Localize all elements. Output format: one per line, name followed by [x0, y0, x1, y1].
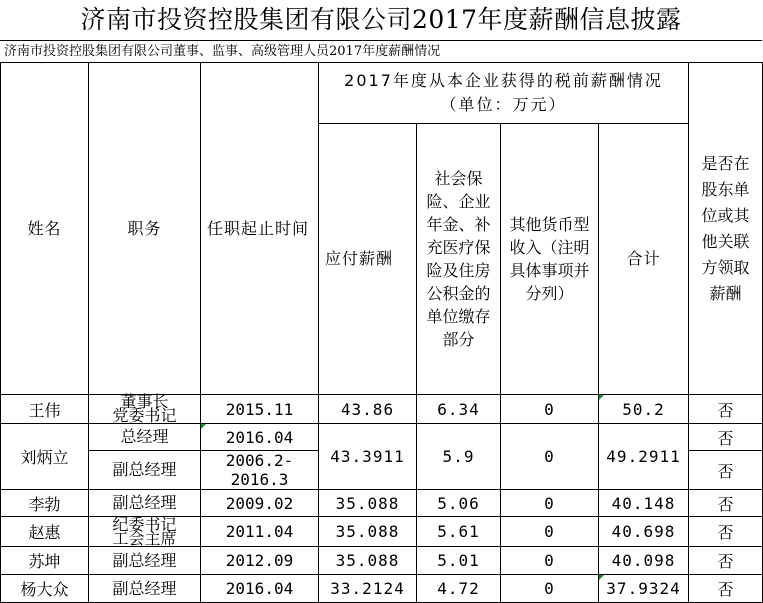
cell-position: 副总经理	[89, 490, 201, 517]
cell-social: 6.34	[417, 395, 501, 424]
header-salary-group: 2017年度从本企业获得的税前薪酬情况 （单位：万元）	[319, 63, 689, 124]
cell-total: 40.698	[599, 517, 689, 547]
cell-name: 李勃	[1, 490, 89, 517]
cell-related: 否	[689, 547, 763, 575]
header-other: 其他货币型收入（注明具体事项并分列）	[501, 124, 599, 395]
cell-term: 2015.11	[201, 395, 319, 424]
cell-related: 否	[689, 575, 763, 603]
position-line: 工会主席	[112, 528, 177, 548]
cell-position	[89, 392, 201, 425]
cell-name: 刘炳立	[1, 424, 89, 490]
cell-other: 0	[501, 490, 599, 517]
cell-related: 否	[689, 490, 763, 517]
cell-related: 否	[689, 395, 763, 424]
cell-social: 5.01	[417, 547, 501, 575]
cell-name: 杨大众	[1, 575, 89, 603]
cell-name: 赵惠	[1, 517, 89, 547]
position-line: 纪委书记	[112, 514, 177, 534]
cell-other: 0	[501, 395, 599, 424]
cell-name: 苏坤	[1, 547, 89, 575]
cell-social: 5.9	[417, 424, 501, 490]
cell-payable: 43.3911	[319, 424, 417, 490]
table-subtitle: 济南市投资控股集团有限公司董事、监事、高级管理人员2017年度薪酬情况	[0, 40, 762, 62]
salary-table	[0, 62, 763, 603]
cell-term: 2012.09	[201, 547, 319, 575]
cell-total: 49.2911	[599, 424, 689, 490]
table-row	[1, 547, 763, 575]
table-row	[1, 395, 763, 424]
cell-social: 5.06	[417, 490, 501, 517]
table-row	[1, 575, 763, 603]
cell-related: 否	[689, 424, 763, 451]
table-row	[1, 490, 763, 517]
page-title: 济南市投资控股集团有限公司2017年度薪酬信息披露	[80, 5, 682, 34]
position-line: 董事长	[120, 392, 169, 411]
cell-social: 5.61	[417, 517, 501, 547]
cell-term: 2006.2-2016.3	[201, 451, 319, 490]
cell-other: 0	[501, 547, 599, 575]
header-name: 姓名	[1, 63, 89, 395]
header-social: 社会保险、企业年金、补充医疗保险及住房公积金的单位缴存部分	[417, 124, 501, 395]
header-term: 任职起止时间	[201, 63, 319, 395]
cell-term: 2009.02	[201, 490, 319, 517]
cell-position: 副总经理	[89, 547, 201, 575]
cell-payable: 35.088	[319, 547, 417, 575]
position-line: 党委书记	[112, 406, 177, 425]
table-row	[1, 424, 763, 451]
cell-other: 0	[501, 517, 599, 547]
cell-term: 2016.04	[201, 575, 319, 603]
cell-payable: 35.088	[319, 517, 417, 547]
cell-position: 副总经理	[89, 575, 201, 603]
cell-position: 总经理	[89, 424, 201, 451]
cell-related: 否	[689, 517, 763, 547]
header-related: 是否在股东单位或其他关联方领取薪酬	[689, 63, 763, 395]
cell-total: 50.2	[599, 395, 689, 424]
cell-other: 0	[501, 575, 599, 603]
header-position: 职务	[89, 63, 201, 395]
cell-total: 37.9324	[599, 575, 689, 603]
table-row	[1, 517, 763, 547]
header-total: 合计	[599, 124, 689, 395]
cell-total: 40.148	[599, 490, 689, 517]
cell-term: 2016.04	[201, 424, 319, 451]
cell-position	[89, 514, 201, 548]
cell-payable: 43.86	[319, 395, 417, 424]
cell-name: 王伟	[1, 395, 89, 424]
cell-related: 否	[689, 451, 763, 490]
cell-social: 4.72	[417, 575, 501, 603]
cell-payable: 33.2124	[319, 575, 417, 603]
cell-payable: 35.088	[319, 490, 417, 517]
cell-total: 40.098	[599, 547, 689, 575]
header-payable: 应付薪酬	[319, 124, 417, 395]
cell-term: 2011.04	[201, 517, 319, 547]
cell-position: 副总经理	[89, 451, 201, 490]
cell-other: 0	[501, 424, 599, 490]
